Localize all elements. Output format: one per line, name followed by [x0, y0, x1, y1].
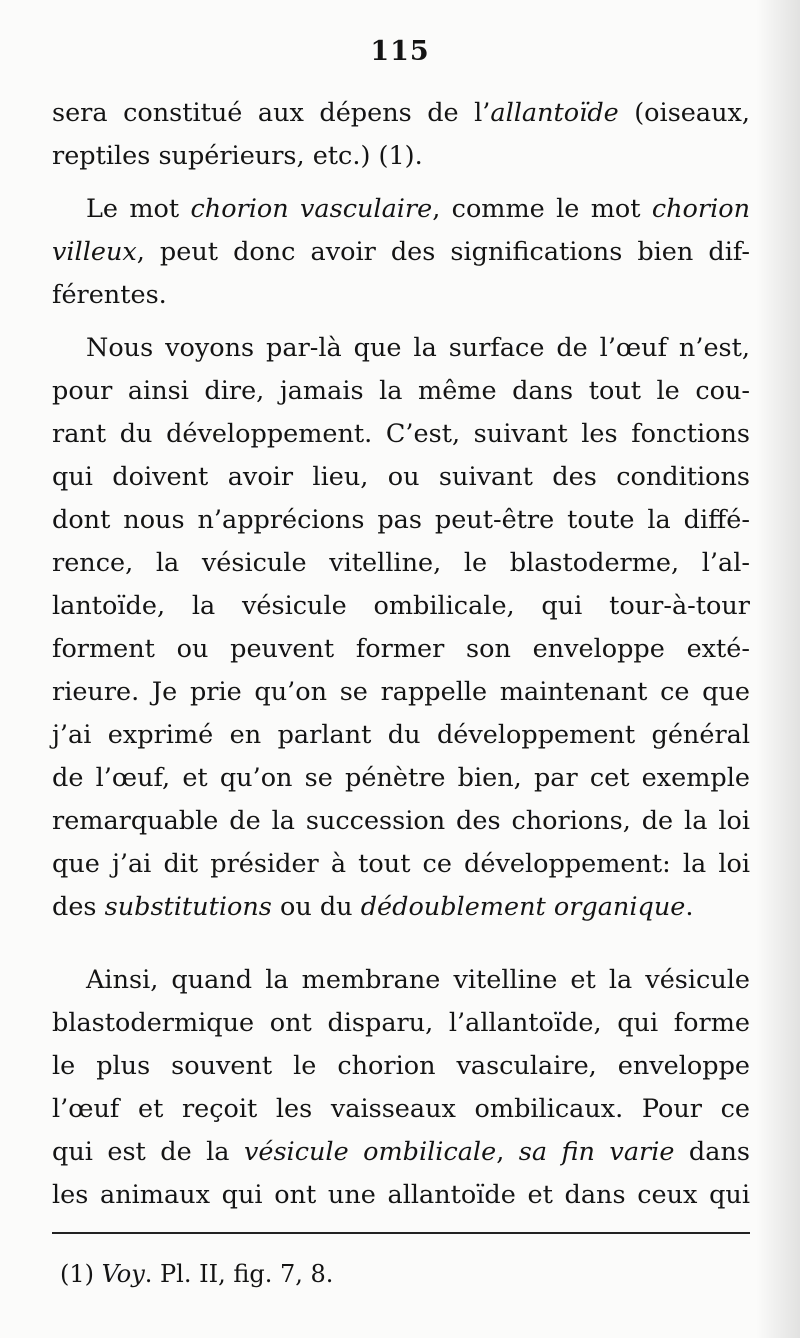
text-line: l’œuf et reçoit les vaisseaux ombilicaux. Pour ce — [52, 1094, 750, 1124]
text-line: Nous voyons par-là que la surface de l’œuf n’est, — [86, 333, 750, 363]
paragraph — [52, 327, 750, 929]
text-line: j’ai exprimé en parlant du développement général — [52, 720, 750, 750]
text-line: férentes. — [52, 280, 167, 310]
text-line: blastodermique ont disparu, l’allantoïde, qui forme — [52, 1008, 750, 1038]
page-edge-shadow — [756, 0, 800, 1338]
text-line: rieure. Je prie qu’on se rappelle maintenant ce que — [52, 677, 750, 707]
text-line: des substitutions ou du dédoublement organique. — [52, 892, 694, 922]
text-line: lantoïde, la vésicule ombilicale, qui tour-à-tour — [52, 591, 750, 621]
footnote-divider — [52, 1232, 750, 1234]
paragraph — [52, 92, 750, 178]
paragraph — [52, 188, 750, 317]
text-line: rence, la vésicule vitelline, le blastoderme, l’al- — [52, 548, 750, 578]
text-line: les animaux qui ont une allantoïde et dans ceux qui — [52, 1180, 750, 1210]
text-line: sera constitué aux dépens de l’allantoïde (oiseaux, — [52, 98, 750, 128]
text-line: remarquable de la succession des chorions, de la loi — [52, 806, 750, 836]
text-line: rant du développement. C’est, suivant les fonctions — [52, 419, 750, 449]
text-line: qui est de la vésicule ombilicale, sa fin varie dans — [52, 1137, 750, 1167]
text-line: Ainsi, quand la membrane vitelline et la vésicule — [86, 965, 750, 995]
text-line: pour ainsi dire, jamais la même dans tout le cou- — [52, 376, 750, 406]
text-line: qui doivent avoir lieu, ou suivant des conditions — [52, 462, 750, 492]
paragraph — [52, 959, 750, 1217]
text-line: Le mot chorion vasculaire, comme le mot chorion — [86, 194, 751, 224]
text-line: dont nous n’apprécions pas peut-être toute la diffé- — [52, 505, 750, 535]
body-text — [52, 92, 750, 1217]
text-line: le plus souvent le chorion vasculaire, enveloppe — [52, 1051, 750, 1081]
text-line: que j’ai dit présider à tout ce développement: la loi — [52, 849, 750, 879]
text-line: villeux, peut donc avoir des significations bien dif- — [52, 237, 750, 267]
footnote: (1) Voy. Pl. II, fig. 7, 8. — [60, 1260, 334, 1288]
text-line: forment ou peuvent former son enveloppe exté- — [52, 634, 750, 664]
text-line: de l’œuf, et qu’on se pénètre bien, par cet exemple — [52, 763, 750, 793]
text-line: reptiles supérieurs, etc.) (1). — [52, 141, 423, 171]
page-number: 115 — [370, 36, 430, 67]
